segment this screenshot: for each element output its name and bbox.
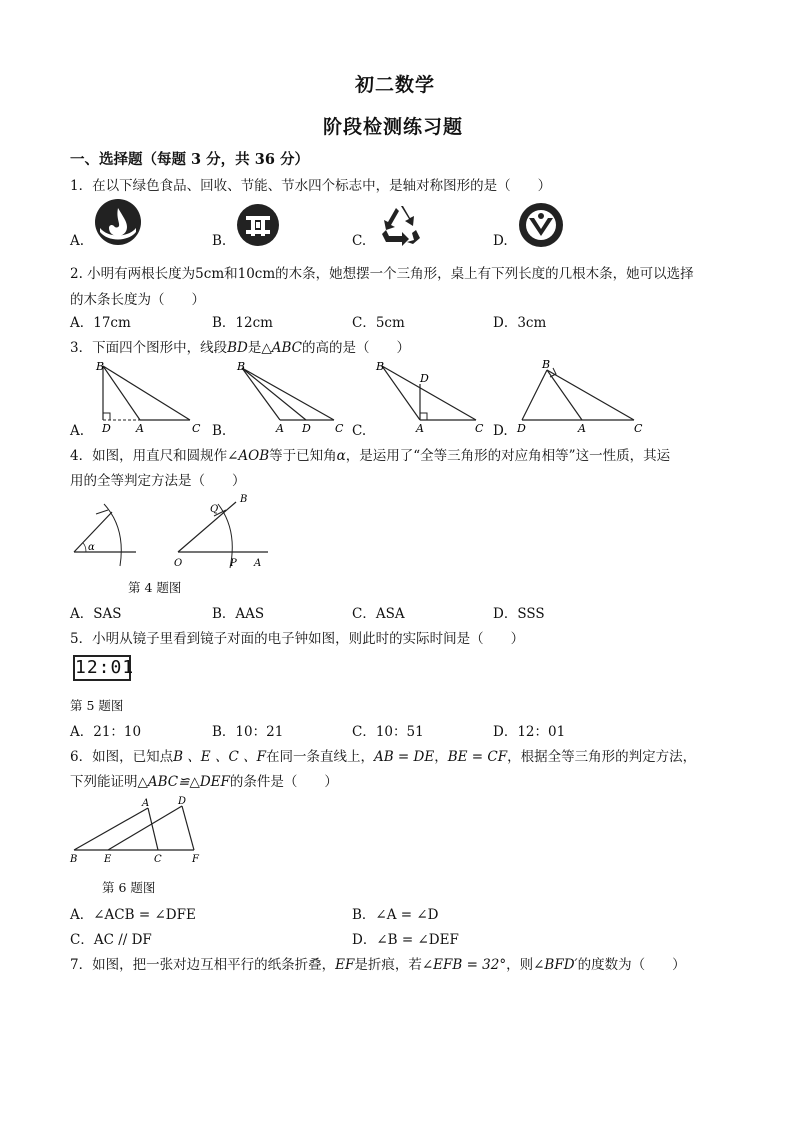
section-heading: 一、选择题（每题 3 分，共 36 分）	[70, 151, 309, 168]
q3a-label-c: C	[192, 422, 201, 435]
q4-line1-mid: 等于已知角	[269, 448, 337, 464]
q2-option-a: A．17cm	[70, 315, 131, 331]
q6-line1-pre: 6．如图，已知点	[70, 749, 174, 765]
q6-option-a: A．∠ACB = ∠DFE	[70, 907, 196, 923]
q4-alpha: α	[336, 448, 346, 464]
q2-option-b: B．12cm	[212, 315, 273, 331]
q7-post: 的度数为（ ）	[577, 957, 686, 973]
q5-option-c: C．10：51	[352, 724, 424, 740]
q2-option-d: D．3cm	[493, 315, 547, 331]
q6-option-b: B．∠A = ∠D	[352, 907, 439, 923]
q3a-label-a: A	[136, 422, 144, 435]
q1-option-a: A.	[70, 233, 85, 249]
clock-reading: 12:01	[75, 657, 135, 678]
q3-segment-bd: BD	[227, 340, 248, 356]
q4-label-b: B	[240, 494, 248, 505]
water-saving-logo-icon	[518, 202, 564, 248]
q6-option-d: D．∠B = ∠DEF	[352, 932, 459, 948]
q3d-label-c: C	[634, 422, 643, 435]
page-title: 初二数学	[355, 74, 436, 96]
q3a-label-b: B	[96, 360, 105, 373]
q7-crease: EF	[335, 957, 355, 973]
q4-label-alpha: α	[88, 542, 95, 553]
q3b-label-d: D	[302, 422, 311, 435]
q4-label-q: Q	[210, 504, 219, 515]
q4-line1-pre: 4．如图，用直尺和圆规作∠	[70, 448, 239, 464]
q2-option-c: C．5cm	[352, 315, 405, 331]
question-7-stem	[70, 953, 686, 973]
q1-option-b: B.	[212, 233, 227, 249]
q6-label-f: F	[192, 854, 199, 865]
q4-label-o: O	[174, 558, 183, 569]
q3b-label-a: A	[276, 422, 284, 435]
q6-option-c: C．AC // DF	[70, 932, 152, 948]
q6-sep: ，	[434, 749, 448, 765]
q3-figure-b	[232, 358, 352, 438]
q3d-label-b: B	[542, 358, 551, 371]
q4-option-b: B．AAS	[212, 606, 265, 622]
q3c-label-c: C	[475, 422, 484, 435]
question-4-line1	[70, 444, 670, 464]
q3b-label-c: C	[335, 422, 344, 435]
q3-option-a: A.	[70, 423, 85, 439]
q4-label-a: A	[254, 558, 262, 569]
q6-line1-post: ，根据全等三角形的判定方法，	[507, 749, 697, 765]
q4-option-d: D．SSS	[493, 606, 545, 622]
q4-label-p: P	[230, 558, 237, 569]
green-food-logo-icon	[94, 198, 142, 246]
q6-line2-post: 的条件是（ ）	[229, 774, 338, 790]
q3-figure-c	[372, 358, 492, 438]
q3c-label-b: B	[376, 360, 385, 373]
question-3-stem	[70, 336, 410, 356]
question-6-line2	[70, 770, 338, 790]
question-2-line2: 的木条长度为（ ）	[70, 292, 205, 308]
question-5-stem: 5．小明从镜子里看到镜子对面的电子钟如图，则此时的实际时间是（ ）	[70, 631, 525, 647]
q3d-label-d: D	[517, 422, 526, 435]
q6-figure-caption: 第 6 题图	[102, 880, 156, 895]
q5-figure-caption: 第 5 题图	[70, 698, 124, 713]
q6-label-c: C	[154, 854, 162, 865]
question-4-line2: 用的全等判定方法是（ ）	[70, 473, 246, 489]
q3-figure-a	[88, 358, 208, 438]
q6-points: B 、E 、C 、F	[173, 749, 266, 765]
recycle-icon	[376, 202, 426, 248]
q6-line2-pre: 下列能证明△	[70, 774, 148, 790]
q7-mid2: ，则	[506, 957, 534, 973]
q3-figure-d	[512, 358, 652, 438]
q6-congruence: ABC≌△DEF	[147, 774, 230, 790]
q6-label-e: E	[104, 854, 112, 865]
q5-option-a: A．21：10	[70, 724, 142, 740]
q6-label-d: D	[178, 796, 187, 807]
q6-label-a: A	[142, 798, 150, 809]
q3b-label-b: B	[237, 360, 246, 373]
q1-option-c: C.	[352, 233, 367, 249]
q4-angle-aob: AOB	[238, 448, 270, 464]
q6-eq2: BE = CF	[447, 749, 508, 765]
question-2-line1: 2. 小明有两根长度为5cm和10cm的木条，她想摆一个三角形，桌上有下列长度的几根木条，她可以选择	[70, 266, 694, 282]
q6-label-b: B	[70, 854, 78, 865]
q3d-label-a: A	[578, 422, 586, 435]
q3c-label-a: A	[416, 422, 424, 435]
q3-option-b: B.	[212, 423, 227, 439]
q4-figure-caption: 第 4 题图	[128, 580, 182, 595]
q5-option-d: D．12：01	[493, 724, 566, 740]
q3-stem-post: 的高的是（ ）	[301, 340, 410, 356]
q7-condition: ∠EFB = 32°	[421, 957, 507, 973]
q4-line1-post: ，是运用了“全等三角形的对应角相等”这一性质，其运	[345, 448, 671, 464]
q6-line1-mid: 在同一条直线上，	[265, 749, 374, 765]
q4-figure	[68, 490, 278, 572]
q3-triangle-abc: ABC	[271, 340, 302, 356]
q7-mid: 是折痕，若	[354, 957, 422, 973]
q5-option-b: B．10：21	[212, 724, 284, 740]
q3-stem-mid: 是△	[247, 340, 272, 356]
digital-clock-display	[73, 655, 135, 681]
q3-option-d: D.	[493, 423, 508, 439]
question-1-stem: 1．在以下绿色食品、回收、节能、节水四个标志中，是轴对称图形的是（ ）	[70, 178, 552, 194]
q4-option-a: A．SAS	[70, 606, 122, 622]
q7-target-angle: ∠BFD′	[533, 957, 578, 973]
q7-pre: 7．如图，把一张对边互相平行的纸条折叠，	[70, 957, 336, 973]
circle-emblem-logo-icon	[236, 203, 280, 247]
question-6-line1	[70, 745, 696, 765]
q3-stem-pre: 3．下面四个图形中，线段	[70, 340, 228, 356]
q6-figure	[66, 794, 216, 868]
q6-eq1: AB = DE	[373, 749, 435, 765]
q4-option-c: C．ASA	[352, 606, 405, 622]
q3a-label-d: D	[102, 422, 111, 435]
q3-option-c: C.	[352, 423, 367, 439]
page-subtitle: 阶段检测练习题	[323, 116, 464, 138]
q3c-label-d: D	[420, 372, 429, 385]
q1-option-d: D.	[493, 233, 508, 249]
